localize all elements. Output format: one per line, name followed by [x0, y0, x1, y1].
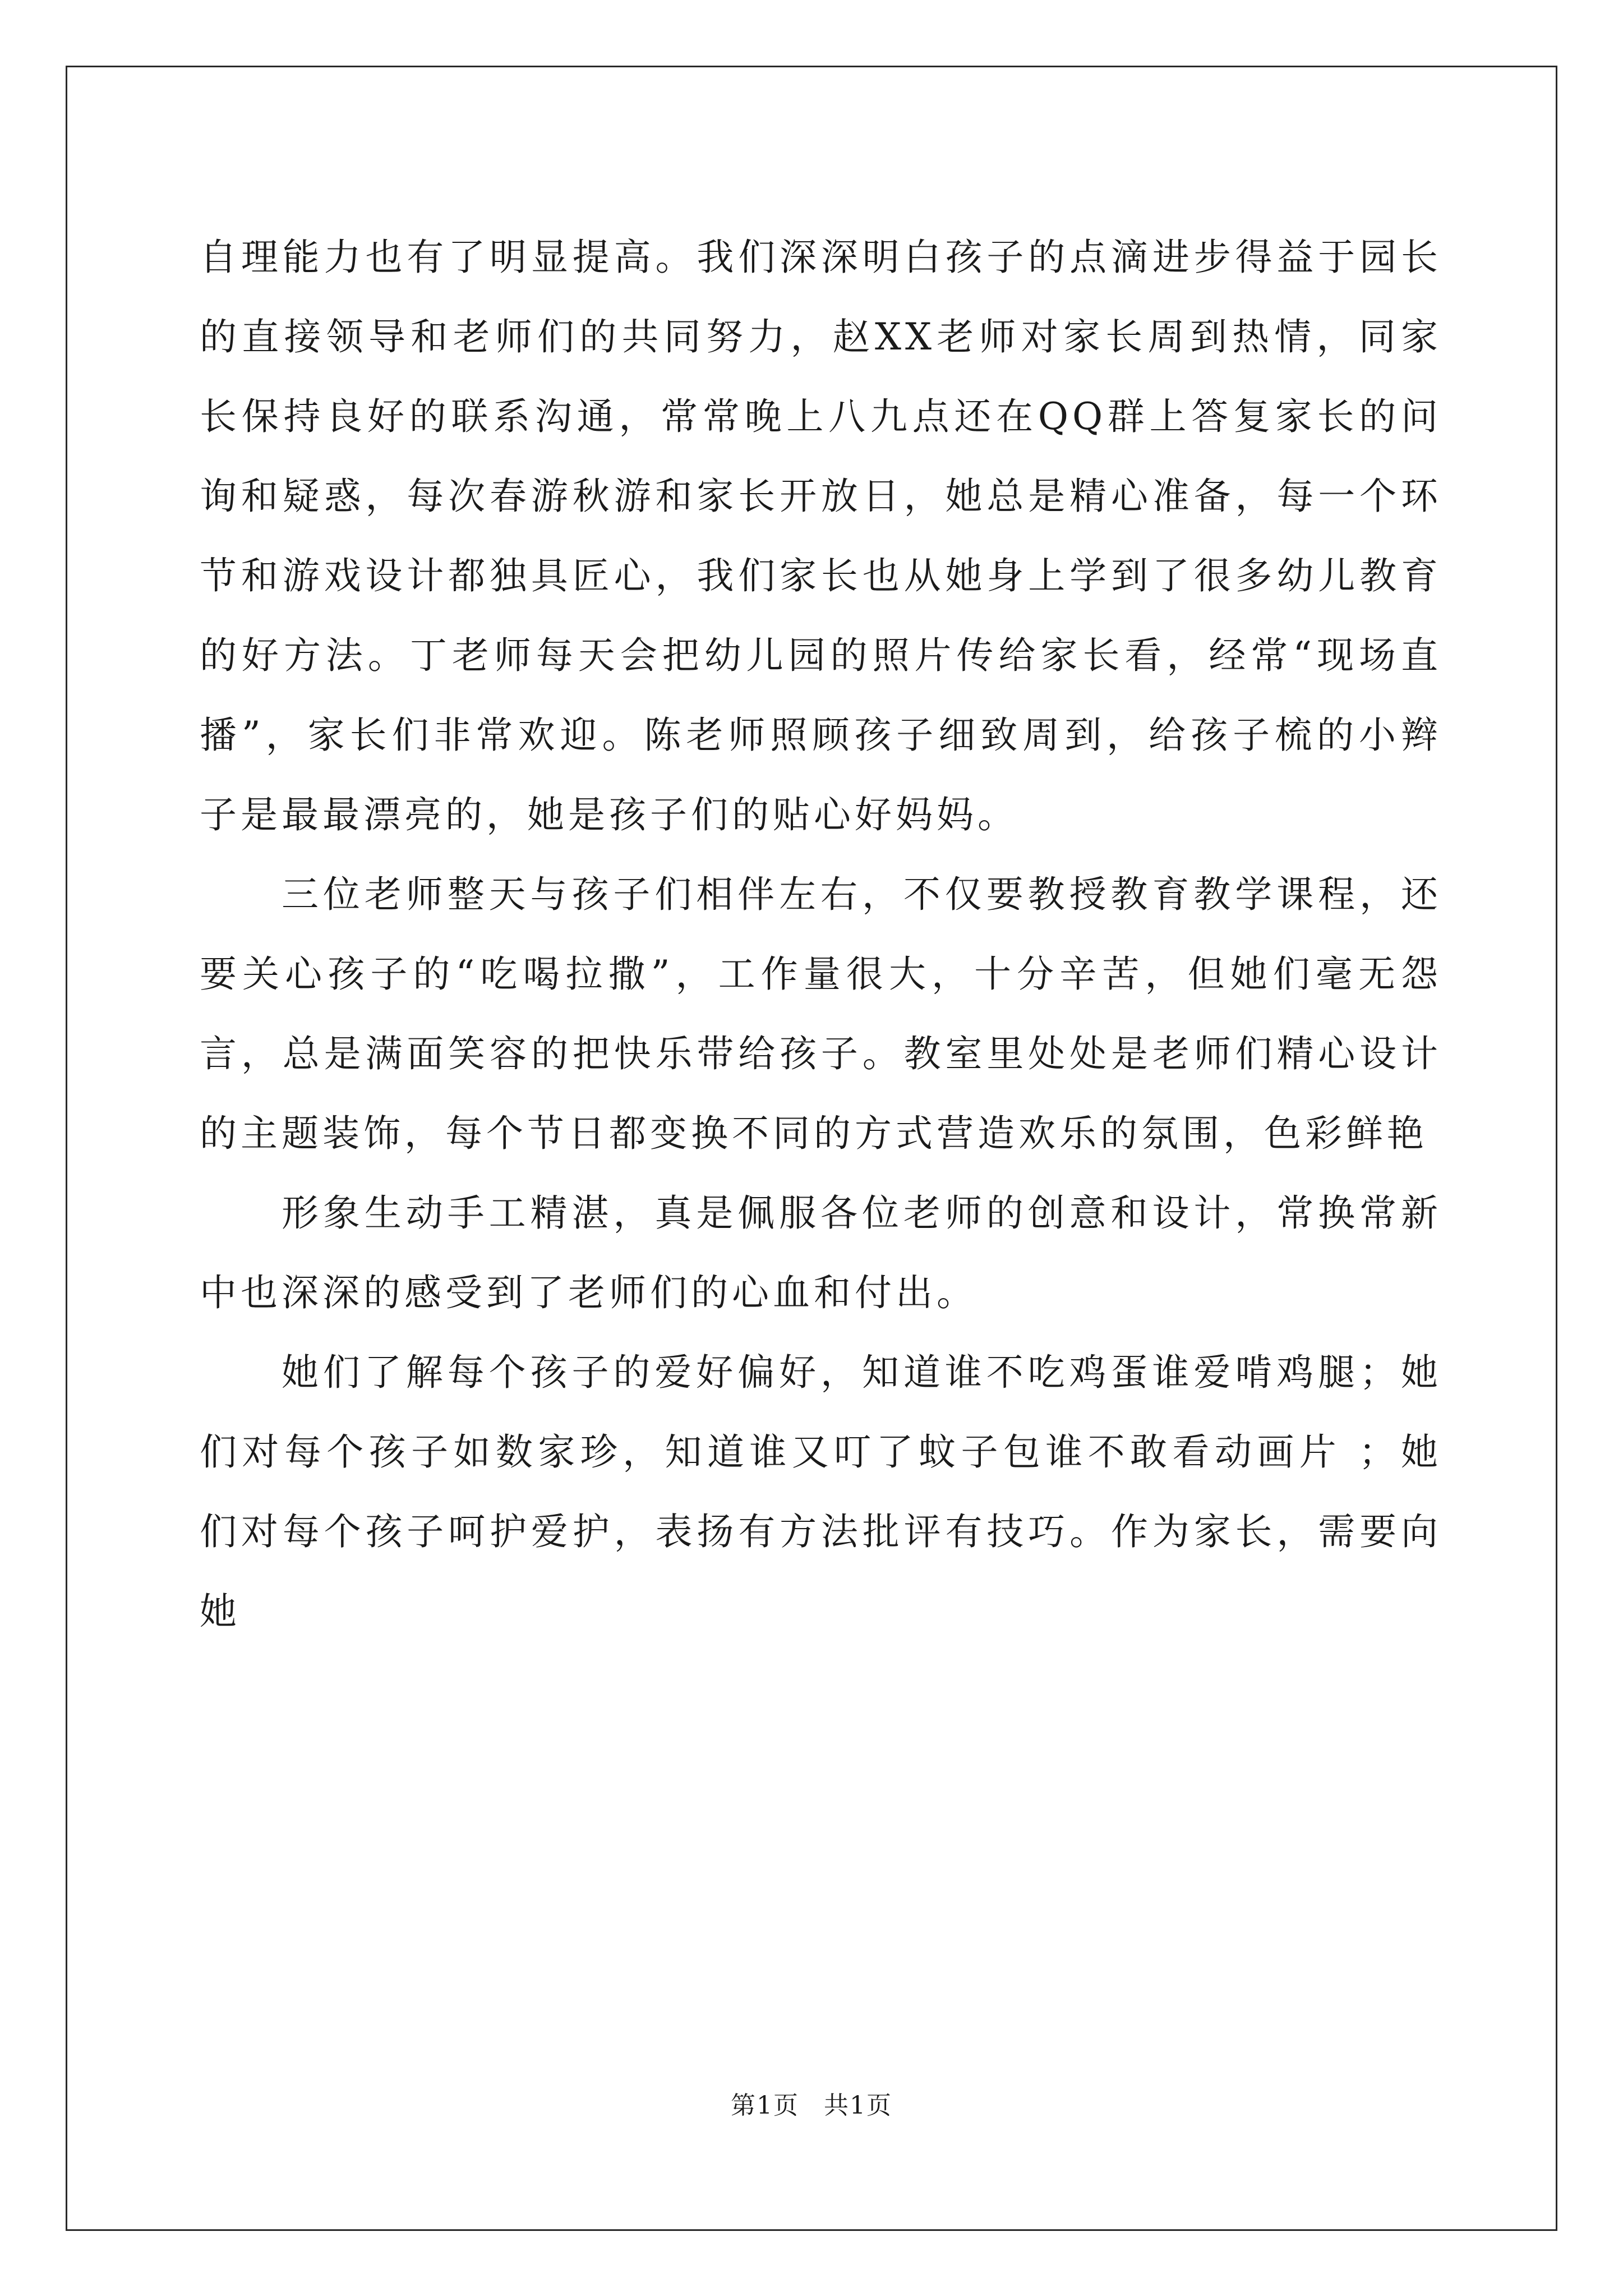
paragraph-4: 她们了解每个孩子的爱好偏好，知道谁不吃鸡蛋谁爱啃鸡腿；她们对每个孩子如数家珍，知道谁又叮了蚊子包谁不敢看动画片 ；她们对每个孩子呵护爱护，表扬有方法批评有技巧。作为家长，需要向她	[200, 1351, 1442, 1633]
paragraph-1: 自理能力也有了明显提高。我们深深明白孩子的点滴进步得益于园长的直接领导和老师们的共同努力，赵XX老师对家长周到热情，同家长保持良好的联系沟通，常常晚上八九点还在QQ群上答复家长的问询和疑惑，每次春游秋游和家长开放日，她总是精心准备，每一个环节和游戏设计都独具匠心，我们家长也从她身上学到了很多幼儿教育的好方法。丁老师每天会把幼儿园的照片传给家长看，经常“现场直播”，家长们非常欢迎。陈老师照顾孩子细致周到，给孩子梳的小辫子是最最漂亮的，她是孩子们的贴心好妈妈。	[200, 236, 1442, 836]
document-body	[200, 218, 1442, 1651]
page-footer	[0, 2089, 1623, 2123]
paragraph-2: 三位老师整天与孩子们相伴左右，不仅要教授教育教学课程，还要关心孩子的“吃喝拉撒”，工作量很大，十分辛苦，但她们毫无怨言，总是满面笑容的把快乐带给孩子。教室里处处是老师们精心设计的主题装饰，每个节日都变换不同的方式营造欢乐的氛围，色彩鲜艳	[200, 873, 1442, 1155]
page-number-total: 共1页	[824, 2091, 892, 2120]
paragraph-3: 形象生动手工精湛，真是佩服各位老师的创意和设计，常换常新中也深深的感受到了老师们的心血和付出。	[200, 1191, 1442, 1314]
page-number-current: 第1页	[731, 2091, 799, 2120]
